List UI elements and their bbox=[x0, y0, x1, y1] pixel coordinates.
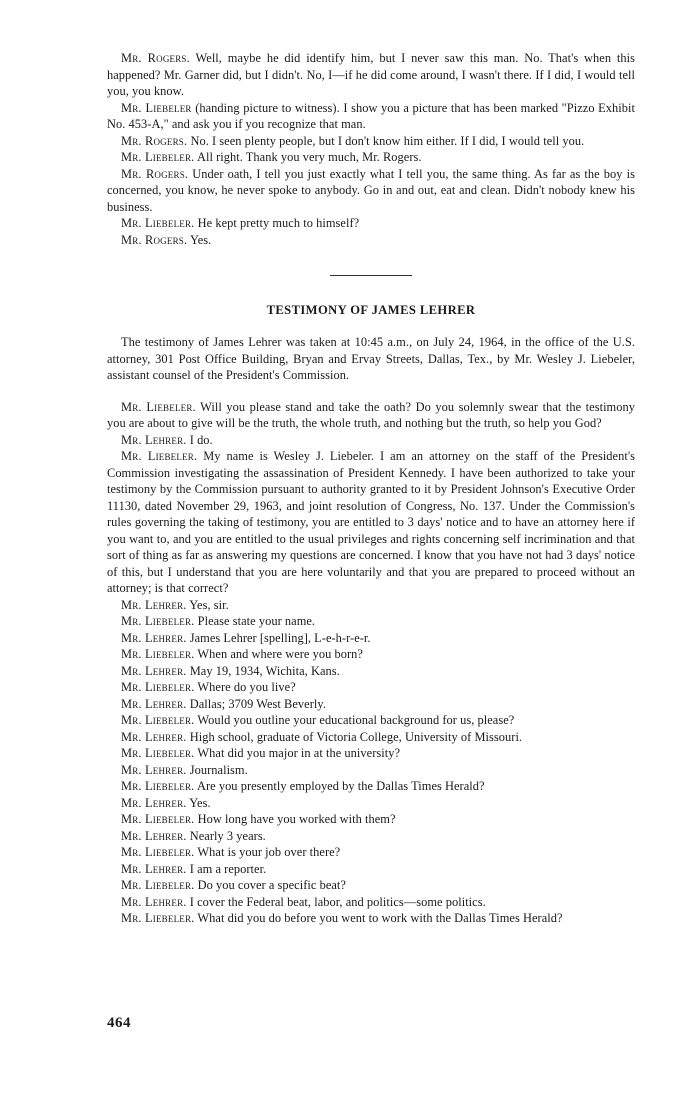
dialogue-text: Yes. bbox=[187, 232, 212, 247]
dialogue-text: When and where were you born? bbox=[194, 647, 363, 661]
dialogue-text: How long have you worked with them? bbox=[194, 812, 396, 826]
previous-testimony-section bbox=[107, 50, 635, 248]
speaker-name: Mr. Lehrer. bbox=[121, 597, 187, 612]
speaker-name: Mr. Liebeler. bbox=[121, 713, 195, 727]
speaker-name: Mr. Lehrer. bbox=[121, 432, 187, 447]
dialogue-text: Well, maybe he did identify him, but I never saw this man. No. That's when this happened? Mr. Garner did, but I didn't. No, I—if he did come around, I wasn't there. If I did, I would tell you, you know. bbox=[107, 51, 635, 98]
dialogue-text: All right. Thank you very much, Mr. Rogers. bbox=[194, 150, 422, 164]
speaker-name: Mr. Liebeler. bbox=[121, 216, 195, 230]
dialogue-paragraph bbox=[107, 133, 635, 150]
dialogue-text: Yes, sir. bbox=[186, 597, 229, 612]
dialogue-text: (handing picture to witness). I show you a picture that has been marked "Pizzo Exhibit No. 453-A," and ask you if you recognize that man. bbox=[107, 100, 635, 131]
dialogue-paragraph bbox=[107, 877, 635, 894]
dialogue-paragraph bbox=[107, 679, 635, 696]
dialogue-paragraph bbox=[107, 448, 635, 597]
speaker-name: Mr. Lehrer. bbox=[121, 795, 187, 810]
dialogue-paragraph bbox=[107, 828, 635, 845]
dialogue-paragraph bbox=[107, 910, 635, 927]
dialogue-paragraph bbox=[107, 100, 635, 133]
testimony-intro-paragraph: The testimony of James Lehrer was taken at 10:45 a.m., on July 24, 1964, in the office of the U.S. attorney, 301 Post Office Building, Bryan and Ervay Streets, Dallas, Tex., by Mr. Wesley J. Liebeler, assistant counsel of the President's Commission. bbox=[107, 335, 635, 382]
dialogue-paragraph bbox=[107, 399, 635, 432]
section-divider bbox=[330, 275, 412, 276]
dialogue-text: Do you cover a specific beat? bbox=[194, 878, 346, 892]
dialogue-paragraph bbox=[107, 166, 635, 216]
dialogue-paragraph bbox=[107, 149, 635, 166]
dialogue-text: Where do you live? bbox=[194, 680, 296, 694]
dialogue-text: I do. bbox=[186, 432, 213, 447]
dialogue-text: High school, graduate of Victoria College, University of Missouri. bbox=[186, 729, 523, 744]
speaker-name: Mr. Liebeler. bbox=[121, 746, 195, 760]
dialogue-paragraph bbox=[107, 432, 635, 449]
dialogue-paragraph bbox=[107, 745, 635, 762]
dialogue-text: Dallas; 3709 West Beverly. bbox=[186, 696, 326, 711]
dialogue-paragraph bbox=[107, 215, 635, 232]
dialogue-paragraph bbox=[107, 50, 635, 100]
testimony-section bbox=[107, 399, 635, 927]
dialogue-text: No. I seen plenty people, but I don't know him either. If I did, I would tell you. bbox=[187, 133, 585, 148]
document-page bbox=[107, 50, 635, 927]
dialogue-text: Nearly 3 years. bbox=[186, 828, 266, 843]
dialogue-paragraph bbox=[107, 663, 635, 680]
speaker-name: Mr. Rogers. bbox=[121, 133, 188, 148]
dialogue-text: What is your job over there? bbox=[194, 845, 341, 859]
speaker-name: Mr. Liebeler. bbox=[121, 150, 195, 164]
dialogue-text: Yes. bbox=[186, 795, 211, 810]
dialogue-paragraph bbox=[107, 811, 635, 828]
speaker-name: Mr. Liebeler. bbox=[121, 878, 195, 892]
speaker-name: Mr. Liebeler. bbox=[121, 845, 195, 859]
speaker-name: Mr. Liebeler. bbox=[121, 779, 195, 793]
dialogue-paragraph bbox=[107, 646, 635, 663]
dialogue-text: James Lehrer [spelling], L-e-h-r-e-r. bbox=[186, 630, 371, 645]
dialogue-text: What did you do before you went to work with the Dallas Times Herald? bbox=[194, 911, 563, 925]
speaker-name: Mr. Lehrer. bbox=[121, 894, 187, 909]
dialogue-text: Would you outline your educational background for us, please? bbox=[194, 713, 515, 727]
speaker-name: Mr. Liebeler. bbox=[121, 449, 198, 463]
dialogue-paragraph bbox=[107, 795, 635, 812]
dialogue-text: I cover the Federal beat, labor, and politics—some politics. bbox=[186, 894, 486, 909]
speaker-name: Mr. Lehrer. bbox=[121, 861, 187, 876]
speaker-name: Mr. Liebeler. bbox=[121, 399, 196, 414]
speaker-name: Mr. Liebeler. bbox=[121, 647, 195, 661]
speaker-name: Mr. Lehrer. bbox=[121, 696, 187, 711]
speaker-name: Mr. Lehrer. bbox=[121, 663, 187, 678]
testimony-heading: TESTIMONY OF JAMES LEHRER bbox=[266, 303, 476, 317]
speaker-name: Mr. Rogers. bbox=[121, 232, 188, 247]
dialogue-paragraph bbox=[107, 778, 635, 795]
dialogue-paragraph bbox=[107, 613, 635, 630]
dialogue-paragraph bbox=[107, 844, 635, 861]
dialogue-text: He kept pretty much to himself? bbox=[194, 216, 360, 230]
dialogue-text: Under oath, I tell you just exactly what I tell you, the same thing. As far as the boy is concerned, you know, he never spoke to anybody. Go in and out, eat and clean. Didn't nobody knew his business. bbox=[107, 166, 635, 214]
dialogue-paragraph bbox=[107, 861, 635, 878]
speaker-name: Mr. Lehrer. bbox=[121, 828, 187, 843]
dialogue-text: May 19, 1934, Wichita, Kans. bbox=[186, 663, 340, 678]
speaker-name: Mr. Rogers. bbox=[121, 51, 190, 65]
speaker-name: Mr. Liebeler bbox=[121, 100, 192, 115]
speaker-name: Mr. Lehrer. bbox=[121, 762, 187, 777]
speaker-name: Mr. Rogers. bbox=[121, 166, 189, 181]
dialogue-text: I am a reporter. bbox=[186, 861, 267, 876]
dialogue-text: My name is Wesley J. Liebeler. I am an attorney on the staff of the President's Commission investigating the assassination of President Kennedy. I have been authorized to take your testimony by the Commission pursuant to authority granted to it by President Johnson's Executive Order 11130, dated November 29, 1963, and joint resolution of Congress, No. 137. Under the Commission's rules governing the taking of testimony, you are entitled to 3 days' notice and to have an attorney here if you want to, and you are entitled to the usual privileges and rights concerning self incrimination and that sort of thing as far as answering my questions are concerned. I know that you have not had 3 days' notice of this, but I understand that you are here voluntarily and that you are prepared to proceed without an attorney; is that correct? bbox=[107, 449, 635, 595]
dialogue-paragraph bbox=[107, 729, 635, 746]
speaker-name: Mr. Liebeler. bbox=[121, 911, 195, 925]
dialogue-text: Journalism. bbox=[186, 762, 248, 777]
dialogue-text: Are you presently employed by the Dallas Times Herald? bbox=[194, 779, 485, 793]
dialogue-text: What did you major in at the university? bbox=[194, 746, 401, 760]
dialogue-paragraph bbox=[107, 696, 635, 713]
page-number: 464 bbox=[107, 1015, 131, 1031]
dialogue-text: Will you please stand and take the oath? Do you solemnly swear that the testimony you are about to give will be the truth, the whole truth, and nothing but the truth, so help you God? bbox=[107, 399, 635, 430]
dialogue-paragraph bbox=[107, 597, 635, 614]
dialogue-paragraph bbox=[107, 630, 635, 647]
speaker-name: Mr. Liebeler. bbox=[121, 614, 195, 628]
speaker-name: Mr. Lehrer. bbox=[121, 630, 187, 645]
dialogue-paragraph bbox=[107, 712, 635, 729]
speaker-name: Mr. Lehrer. bbox=[121, 729, 187, 744]
dialogue-paragraph bbox=[107, 894, 635, 911]
dialogue-paragraph bbox=[107, 762, 635, 779]
dialogue-text: Please state your name. bbox=[194, 614, 316, 628]
speaker-name: Mr. Liebeler. bbox=[121, 812, 195, 826]
dialogue-paragraph bbox=[107, 232, 635, 249]
speaker-name: Mr. Liebeler. bbox=[121, 680, 195, 694]
